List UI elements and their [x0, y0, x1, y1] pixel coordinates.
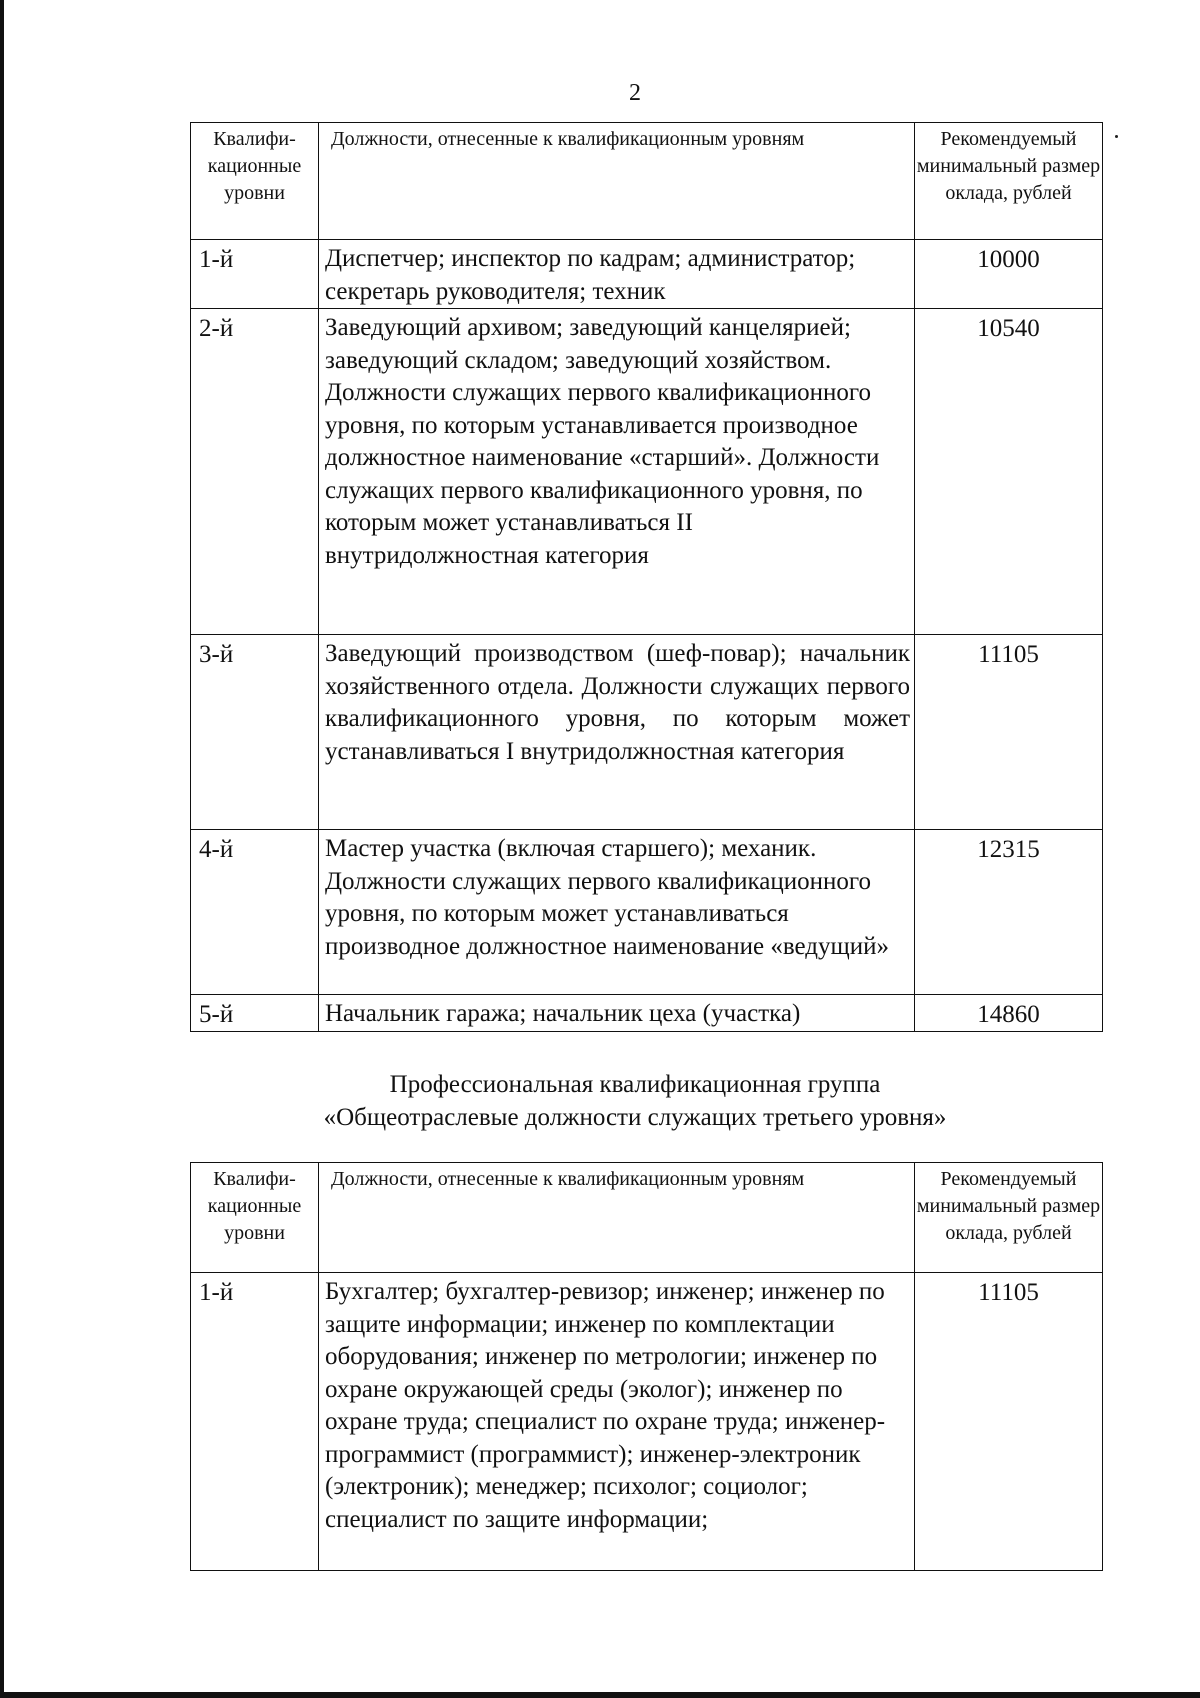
page-number: 2 [629, 80, 641, 106]
header-salary: Рекомендуемый минимальный размер оклада, рублей [915, 123, 1103, 240]
level-cell: 5-й [191, 995, 319, 1032]
table-row [191, 635, 1103, 830]
table-row [191, 830, 1103, 995]
header-positions: Должности, отнесенные к квалификационным уровням [319, 1163, 915, 1273]
positions-cell: Начальник гаража; начальник цеха (участка) [319, 995, 915, 1032]
table-row [191, 309, 1103, 635]
header-level: Квалифи-кационные уровни [191, 123, 319, 240]
scan-border-left [0, 0, 4, 1698]
level-cell: 1-й [191, 240, 319, 309]
table-header-row [191, 1163, 1103, 1273]
level-cell: 1-й [191, 1273, 319, 1571]
scan-speck [1115, 135, 1118, 138]
table-header-row [191, 123, 1103, 240]
salary-cell: 14860 [915, 995, 1103, 1032]
group-heading-line-2: «Общеотраслевые должности служащих третьего уровня» [323, 1104, 947, 1131]
salary-cell: 11105 [915, 1273, 1103, 1571]
header-positions: Должности, отнесенные к квалификационным уровням [319, 123, 915, 240]
group-heading [0, 1068, 1200, 1134]
level-cell: 2-й [191, 309, 319, 635]
qualification-table-1 [190, 122, 1103, 1032]
level-cell: 3-й [191, 635, 319, 830]
positions-cell: Диспетчер; инспектор по кадрам; администратор; секретарь руководителя; техник [319, 240, 915, 309]
salary-cell: 12315 [915, 830, 1103, 995]
salary-cell: 10000 [915, 240, 1103, 309]
table-row [191, 1273, 1103, 1571]
table-row [191, 240, 1103, 309]
group-heading-line-1: Профессиональная квалификационная группа [389, 1071, 881, 1098]
salary-cell: 11105 [915, 635, 1103, 830]
header-salary: Рекомендуемый минимальный размер оклада, рублей [915, 1163, 1103, 1273]
positions-cell: Мастер участка (включая старшего); механик. Должности служащих первого квалификационного уровня, по которым может устанавливаться производное должностное наименование «ведущий» [319, 830, 915, 995]
positions-cell: Бухгалтер; бухгалтер-ревизор; инженер; инженер по защите информации; инженер по комплектации оборудования; инженер по метрологии; инженер по охране окружающей среды (эколог); инженер по охране труда; специалист по охране труда; инженер-программист (программист); инженер-электроник (электроник); менеджер; психолог; социолог; специалист по защите информации; [319, 1273, 915, 1571]
scan-border-bottom [0, 1692, 1200, 1698]
level-cell: 4-й [191, 830, 319, 995]
salary-cell: 10540 [915, 309, 1103, 635]
header-level: Квалифи-кационные уровни [191, 1163, 319, 1273]
positions-cell: Заведующий архивом; заведующий канцелярией; заведующий складом; заведующий хозяйством. Должности служащих первого квалификационного уровня, по которым устанавливается производное должностное наименование «старший». Должности служащих первого квалификационного уровня, по которым может устанавливаться II внутридолжностная категория [319, 309, 915, 635]
positions-cell: Заведующий производством (шеф-повар); начальник хозяйственного отдела. Должности служащих первого квалификационного уровня, по которым может устанавливаться I внутридолжностная категория [319, 635, 915, 830]
table-row [191, 995, 1103, 1032]
qualification-table-2 [190, 1162, 1103, 1571]
